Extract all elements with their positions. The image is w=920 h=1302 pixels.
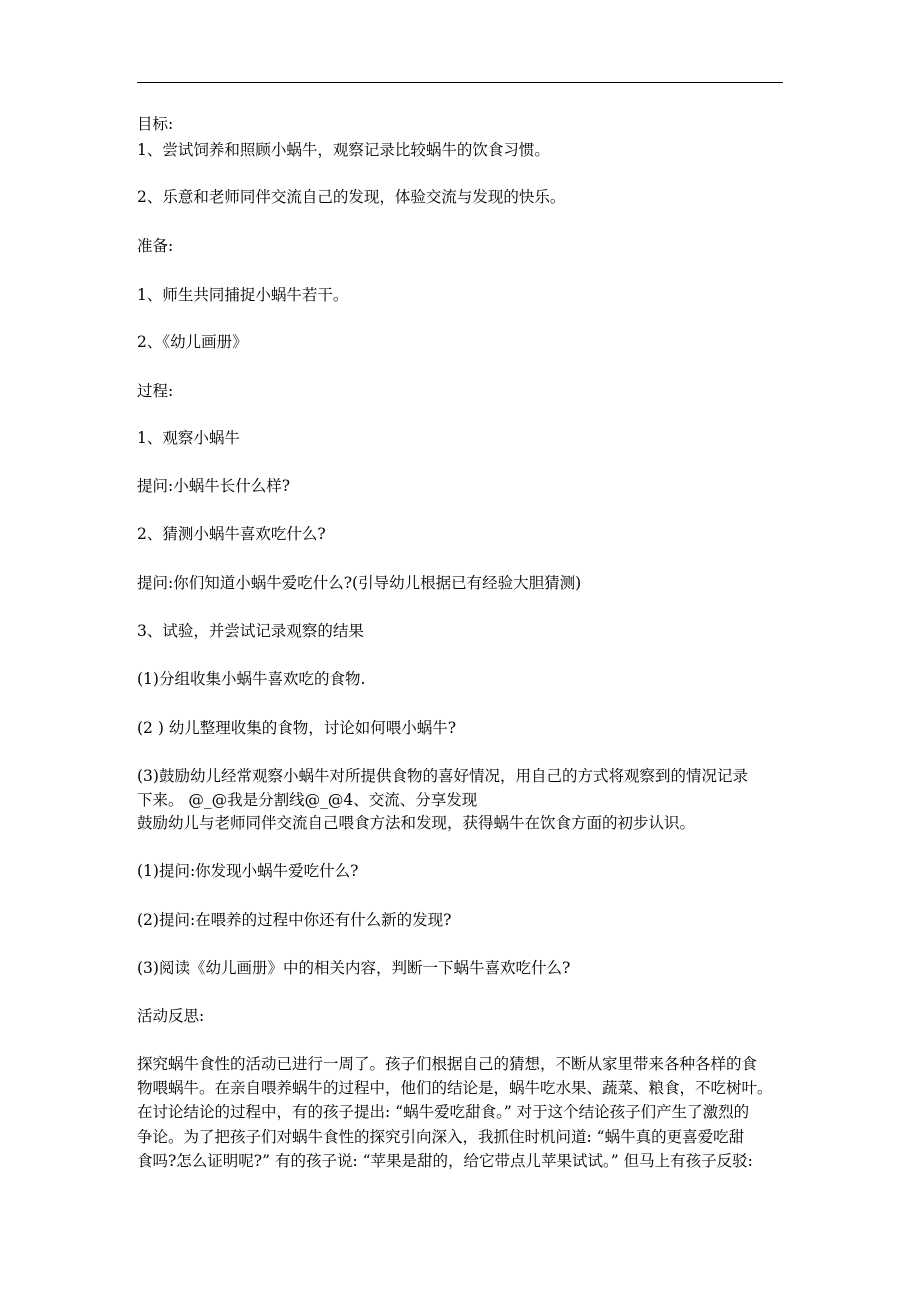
step-3-item-3-line-1: (3)鼓励幼儿经常观察小蜗牛对所提供食物的喜好情况，用自己的方式将观察到的情况记录	[137, 767, 748, 785]
reflection-line-1: 探究蜗牛食性的活动已进行一周了。孩子们根据自己的猜想，不断从家里带来各种各样的食	[137, 1055, 758, 1073]
reflection-line-5: 食吗?怎么证明呢?” 有的孩子说: “苹果是甜的，给它带点儿苹果试试。” 但马上有孩子反驳:	[137, 1152, 753, 1170]
prep-item-1: 1、师生共同捕捉小蜗牛若干。	[137, 286, 349, 304]
step-2-title: 2、猜测小蜗牛喜欢吃什么?	[137, 525, 326, 543]
step-3-item-1: (1)分组收集小蜗牛喜欢吃的食物.	[137, 670, 366, 688]
prep-item-2: 2、《幼儿画册》	[137, 333, 248, 351]
goal-item-1: 1、尝试饲养和照顾小蜗牛，观察记录比较蜗牛的饮食习惯。	[137, 141, 550, 159]
step-3-item-3-line-2: 下来。 @_@我是分割线@_@4、交流、分享发现	[137, 791, 478, 809]
header-rule	[137, 82, 783, 83]
prep-heading: 准备:	[137, 237, 174, 255]
step-4-item-3: (3)阅读《幼儿画册》中的相关内容，判断一下蜗牛喜欢吃什么?	[137, 959, 571, 977]
reflection-heading: 活动反思:	[137, 1007, 205, 1025]
goal-item-2: 2、乐意和老师同伴交流自己的发现，体验交流与发现的快乐。	[137, 188, 566, 206]
step-4-item-2: (2)提问:在喂养的过程中你还有什么新的发现?	[137, 911, 452, 929]
step-3-title: 3、试验，并尝试记录观察的结果	[137, 622, 364, 640]
step-2-question: 提问:你们知道小蜗牛爱吃什么?(引导幼儿根据已有经验大胆猜测)	[137, 574, 582, 592]
reflection-line-4: 争论。为了把孩子们对蜗牛食性的探究引向深入，我抓住时机问道: “蜗牛真的更喜爱吃甜	[137, 1128, 745, 1146]
reflection-line-3: 在讨论结论的过程中，有的孩子提出: “蜗牛爱吃甜食。” 对于这个结论孩子们产生了激烈的	[137, 1103, 750, 1121]
step-4-item-1: (1)提问:你发现小蜗牛爱吃什么?	[137, 862, 359, 880]
goal-heading: 目标:	[137, 115, 174, 133]
step-1-question: 提问:小蜗牛长什么样?	[137, 477, 291, 495]
process-heading: 过程:	[137, 382, 174, 400]
step-4-intro: 鼓励幼儿与老师同伴交流自己喂食方法和发现，获得蜗牛在饮食方面的初步认识。	[137, 814, 696, 832]
step-3-item-2: (2 ) 幼儿整理收集的食物，讨论如何喂小蜗牛?	[137, 719, 457, 737]
reflection-line-2: 物喂蜗牛。在亲自喂养蜗牛的过程中，他们的结论是，蜗牛吃水果、蔬菜、粮食，不吃树叶。	[137, 1079, 773, 1097]
step-1-title: 1、观察小蜗牛	[137, 429, 240, 447]
